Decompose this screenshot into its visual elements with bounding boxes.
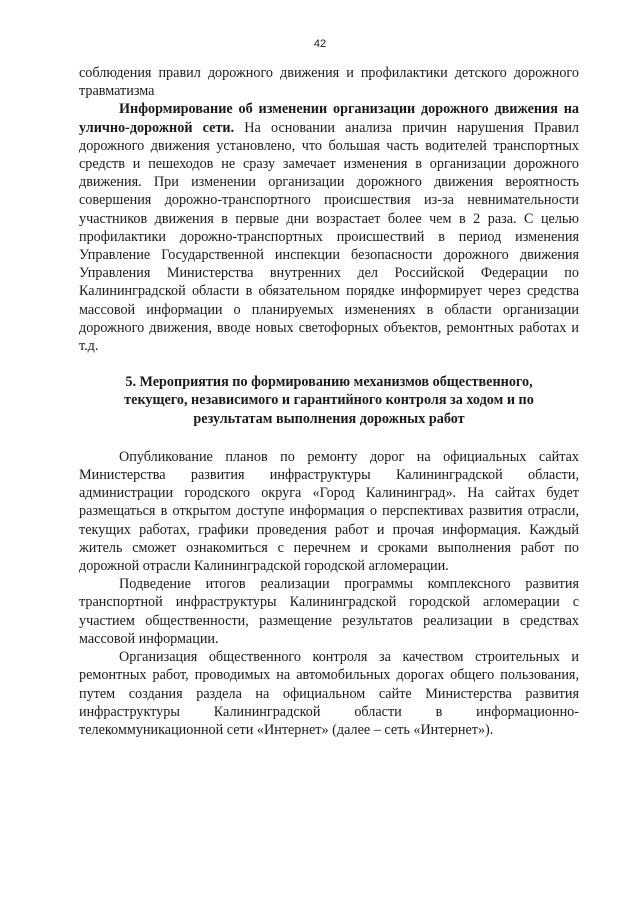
section-heading: 5. Мероприятия по формированию механизмов общественного, текущего, независимого и гарантийного контроля за ходом и по результатам выполнения дорожных работ [124, 374, 534, 427]
info-paragraph-title: Информирование об изменении организации дорожного движения на улично-дорожной сети. [79, 101, 579, 136]
info-paragraph [79, 100, 579, 355]
section-paragraph-2: Подведение итогов реализации программы комплексного развития транспортной инфраструктуры Калининградской городской агломерации с участием общественности, размещение результатов реализации в средствах массовой информации. [79, 576, 579, 647]
continued-paragraph: соблюдения правил дорожного движения и профилактики детского дорожного травматизма [79, 65, 579, 100]
info-paragraph-text: На основании анализа причин нарушения Правил дорожного движения установлено, что большая часть водителей транспортных средств и пешеходов не сразу замечает изменения в организации дорожного движения. При изменении организации дорожного движения вероятность совершения дорожно-транспортного происшествия из-за невнимательности участников движения в первые дни возрастает более чем в 2 раза. С целью профилактики дорожно-транспортных происшествий в период изменения Управление Государственной инспекции безопасности дорожного движения Управления Министерства внутренних дел Российской Федерации по Калининградской области в обязательном порядке информирует через средства массовой информации о планируемых изменениях в области организации дорожного движения, вводе новых светофорных объектов, ремонтных работах и т.д. [79, 119, 579, 355]
section-paragraph-3: Организация общественного контроля за качеством строительных и ремонтных работ, проводимых на автомобильных дорогах общего пользования, путем создания раздела на официальном сайте Министерства развития инфраструктуры Калининградской области в информационно-телекоммуникационной сети «Интернет» (далее – сеть «Интернет»). [79, 649, 579, 738]
document-body [79, 64, 579, 739]
page-number: 42 [313, 38, 327, 50]
section-paragraph-1: Опубликование планов по ремонту дорог на официальных сайтах Министерства развития инфраструктуры Калининградской области, администрации городского округа «Город Калининград». На сайтах будет размещаться в открытом доступе информация о перспективах развития отрасли, текущих работах, графики проведения работ и прочая информация. Каждый житель сможет ознакомиться с перечнем и сроками выполнения работ по дорожной отрасли Калининградской городской агломерации. [79, 448, 579, 575]
